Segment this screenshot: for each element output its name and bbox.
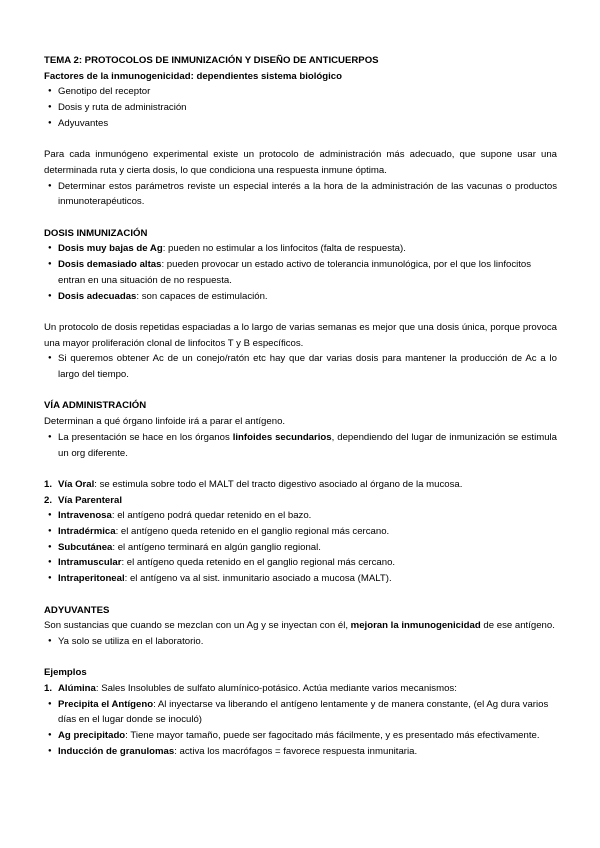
- ejemplos-numbered-list: [44, 681, 557, 697]
- numbered-item: [44, 493, 557, 509]
- document-content: [44, 53, 557, 760]
- list-item: [44, 728, 557, 744]
- item-text: : el antígeno podrá quedar retenido en el bazo.: [111, 510, 312, 522]
- ejemplos-heading: Ejemplos: [44, 667, 87, 679]
- item-bold: Intraperitoneal: [58, 573, 125, 585]
- item-text: : el antígeno queda retenido en el ganglio regional más cercano.: [115, 526, 390, 538]
- item-text: : Sales Insolubles de sulfato alumínico-potásico. Actúa mediante varios mecanismos:: [95, 683, 457, 695]
- item-bold: Dosis muy bajas de Ag: [58, 243, 163, 255]
- list-item: ● Adyuvantes: [44, 116, 557, 132]
- list-item: [44, 744, 557, 760]
- dosis-heading: DOSIS INMUNIZACIÓN: [44, 227, 148, 239]
- list-item: [44, 540, 557, 556]
- item-bold: Intradérmica: [58, 526, 116, 538]
- adyuvantes-list: [44, 634, 557, 650]
- item-text: : pueden provocar un estado activo de tolerancia inmunológica, por el que los linfocitos entran en una situación de no respuesta.: [58, 259, 532, 286]
- item-text: : Tiene mayor tamaño, puede ser fagocitado más fácilmente, y es presentado más efectivamente.: [125, 730, 540, 742]
- para-text: de ese antígeno.: [480, 620, 555, 632]
- list-item: [44, 555, 557, 571]
- list-item: [44, 430, 557, 461]
- parenteral-list: [44, 508, 557, 587]
- dosis-paragraph: Un protocolo de dosis repetidas espaciadas a lo largo de varias semanas es mejor que una dosis única, porque provoca una mayor proliferación clonal de linfocitos T y B específicos.: [44, 321, 557, 349]
- item-bold: Vía Parenteral: [58, 494, 122, 506]
- dosis-note-list: [44, 351, 557, 382]
- list-item: [44, 241, 557, 257]
- item-bold: Alúmina: [58, 683, 96, 695]
- dosis-list: [44, 241, 557, 304]
- item-bold: Subcutánea: [58, 541, 113, 553]
- ejemplos-list: [44, 697, 557, 760]
- list-item: [44, 697, 557, 728]
- via-intro: Determinan a qué órgano linfoide irá a parar el antígeno.: [44, 416, 286, 428]
- para-bold: mejoran la inmunogenicidad: [350, 620, 481, 632]
- item-bold: Dosis adecuadas: [58, 290, 137, 302]
- list-item: ● Dosis y ruta de administración: [44, 100, 557, 116]
- factores-heading: Factores de la inmunogenicidad: dependientes sistema biológico: [44, 70, 342, 82]
- list-item: ● Genotipo del receptor: [44, 84, 557, 100]
- factores-list: [44, 84, 557, 131]
- item-bold: linfoides secundarios: [232, 431, 332, 443]
- item-bold: Intravenosa: [58, 510, 112, 522]
- item-text: : activa los macrófagos = favorece respuesta inmunitaria.: [174, 745, 418, 757]
- item-text: : el antígeno queda retenido en el ganglio regional más cercano.: [121, 557, 396, 569]
- item-bold: Dosis demasiado altas: [58, 259, 162, 271]
- list-item: [44, 571, 557, 587]
- via-numbered-list: [44, 477, 557, 508]
- item-bold: Inducción de granulomas: [58, 745, 175, 757]
- via-heading: VÍA ADMINISTRACIÓN: [44, 400, 147, 412]
- item-number: 2.: [44, 494, 53, 506]
- intro-list: [44, 179, 557, 210]
- item-bold: Vía Oral: [58, 478, 95, 490]
- item-bold: Intramuscular: [58, 557, 122, 569]
- item-text: : el antígeno va al sist. inmunitario asociado a mucosa (MALT).: [124, 573, 392, 585]
- list-item: ● Ya solo se utiliza en el laboratorio.: [44, 634, 557, 650]
- item-bold: Precipita el Antígeno: [58, 698, 154, 710]
- item-number: 1.: [44, 478, 53, 490]
- item-text: : son capaces de estimulación.: [136, 290, 268, 302]
- item-bold: Ag precipitado: [58, 730, 126, 742]
- list-item: [44, 289, 557, 305]
- list-item: ● Determinar estos parámetros reviste un especial interés a la hora de la administración de las vacunas o productos inmunoterapéuticos.: [44, 179, 557, 210]
- list-item: [44, 508, 557, 524]
- item-text: , dependiendo del lugar de inmunización se estimula un org diferente.: [58, 431, 557, 459]
- numbered-item: [44, 681, 557, 697]
- item-number: 1.: [44, 683, 53, 695]
- item-text: La presentación se hace en los órganos: [58, 431, 233, 443]
- intro-paragraph: Para cada inmunógeno experimental existe un protocolo de administración más adecuado, que supone usar una determinada ruta y cierta dosis, lo que condiciona una respuesta inmune óptima.: [44, 149, 557, 176]
- item-text: : pueden no estimular a los linfocitos (falta de respuesta).: [162, 243, 406, 255]
- adyuvantes-heading: ADYUVANTES: [44, 604, 110, 616]
- list-item: [44, 257, 557, 288]
- page-title: TEMA 2: PROTOCOLOS DE INMUNIZACIÓN Y DISEÑO DE ANTICUERPOS: [44, 55, 379, 66]
- via-note-list: [44, 430, 557, 461]
- adyuvantes-paragraph: [44, 618, 557, 634]
- numbered-item: [44, 477, 557, 493]
- list-item: ● Si queremos obtener Ac de un conejo/ratón etc hay que dar varias dosis para mantener la producción de Ac a lo largo del tiempo.: [44, 351, 557, 382]
- list-item: [44, 524, 557, 540]
- item-text: : Al inyectarse va liberando el antígeno lentamente y de manera constante, (el Ag dura varios días en el lugar donde se inoculó): [58, 698, 549, 726]
- item-text: : el antígeno terminará en algún ganglio regional.: [112, 541, 321, 553]
- item-text: : se estimula sobre todo el MALT del tracto digestivo asociado al órgano de la mucosa.: [94, 478, 463, 490]
- para-text: Son sustancias que cuando se mezclan con un Ag y se inyectan con él,: [44, 620, 351, 632]
